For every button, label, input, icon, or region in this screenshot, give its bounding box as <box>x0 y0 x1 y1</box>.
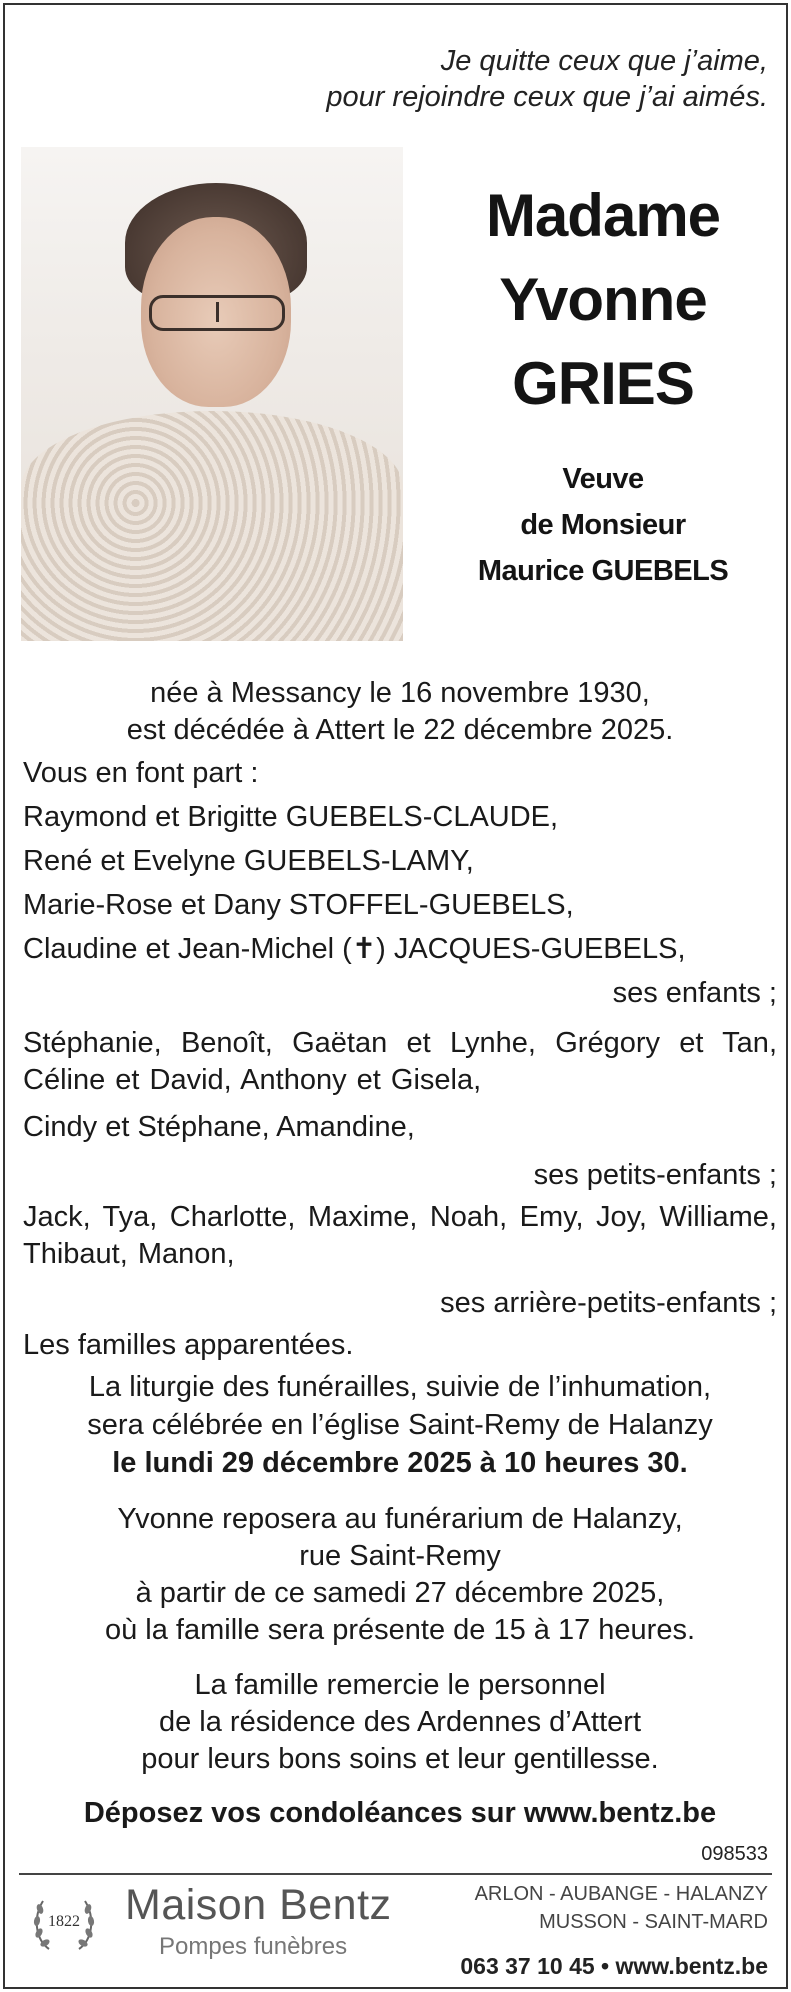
rest-line-4: où la famille sera présente de 15 à 17 heures. <box>104 1614 696 1646</box>
great-grandchildren-list: Jack, Tya, Charlotte, Maxime, Noah, Emy, Joy, Williame, Thibaut, Manon, <box>23 1201 777 1270</box>
funeral-line-2: sera célébrée en l’église Saint-Remy de Halanzy <box>87 1409 713 1441</box>
funeral-date: le lundi 29 décembre 2025 à 10 heures 30. <box>112 1447 688 1479</box>
footer-divider <box>19 1873 772 1875</box>
deceased-title: Madame <box>485 182 721 249</box>
related-families: Les familles apparentées. <box>23 1329 354 1361</box>
brand-name: Maison Bentz <box>125 1881 392 1929</box>
announcement: Vous en font part : <box>23 757 259 789</box>
obituary-notice <box>3 3 788 1989</box>
child-entry: René et Evelyne GUEBELS-LAMY, <box>23 845 474 877</box>
towns-line-1: ARLON - AUBANGE - HALANZY <box>474 1883 768 1905</box>
great-grandchildren-label: ses arrière-petits-enfants ; <box>440 1287 777 1319</box>
children-label: ses enfants ; <box>612 977 777 1009</box>
quote-line-2: pour rejoindre ceux que j’ai aimés. <box>326 81 768 113</box>
deceased-portrait <box>21 147 403 641</box>
brand-subtitle: Pompes funèbres <box>159 1933 348 1960</box>
child-entry: Marie-Rose et Dany STOFFEL-GUEBELS, <box>23 889 574 921</box>
contact-info[interactable]: 063 37 10 45 • www.bentz.be <box>460 1953 768 1979</box>
thanks-line-1: La famille remercie le personnel <box>194 1669 606 1701</box>
grandchildren-label: ses petits-enfants ; <box>533 1159 777 1191</box>
deceased-last-name: GRIES <box>512 350 694 417</box>
grandchildren-list-2: Cindy et Stéphane, Amandine, <box>23 1111 415 1143</box>
reference-number: 098533 <box>701 1843 768 1865</box>
widow-line-1: Veuve <box>562 463 644 495</box>
rest-line-3: à partir de ce samedi 27 décembre 2025, <box>135 1577 665 1609</box>
rest-line-1: Yvonne reposera au funérarium de Halanzy, <box>117 1503 683 1535</box>
rest-line-2: rue Saint-Remy <box>299 1540 501 1572</box>
laurel-seal-icon <box>27 1887 101 1961</box>
death-line: est décédée à Attert le 22 décembre 2025. <box>126 714 674 746</box>
child-entry: Raymond et Brigitte GUEBELS-CLAUDE, <box>23 801 559 833</box>
funeral-line-1: La liturgie des funérailles, suivie de l’inhumation, <box>88 1371 712 1403</box>
thanks-line-2: de la résidence des Ardennes d’Attert <box>158 1706 642 1738</box>
child-entry: Claudine et Jean-Michel (✝) JACQUES-GUEBELS, <box>23 933 686 965</box>
widow-line-2: de Monsieur <box>520 509 686 541</box>
thanks-line-3: pour leurs bons soins et leur gentillesse. <box>141 1743 659 1775</box>
deceased-first-name: Yvonne <box>499 266 707 333</box>
seal-year: 1822 <box>48 1913 80 1930</box>
quote-line-1: Je quitte ceux que j’aime, <box>440 45 768 77</box>
condolences-link[interactable]: Déposez vos condoléances sur www.bentz.be <box>83 1797 717 1829</box>
widow-line-3: Maurice GUEBELS <box>477 555 729 587</box>
epigraph-quote <box>168 43 768 115</box>
towns-line-2: MUSSON - SAINT-MARD <box>539 1911 768 1933</box>
grandchildren-list: Stéphanie, Benoît, Gaëtan et Lynhe, Grégory et Tan, Céline et David, Anthony et Gisela, <box>23 1027 777 1096</box>
birth-line: née à Messancy le 16 novembre 1930, <box>150 677 650 709</box>
